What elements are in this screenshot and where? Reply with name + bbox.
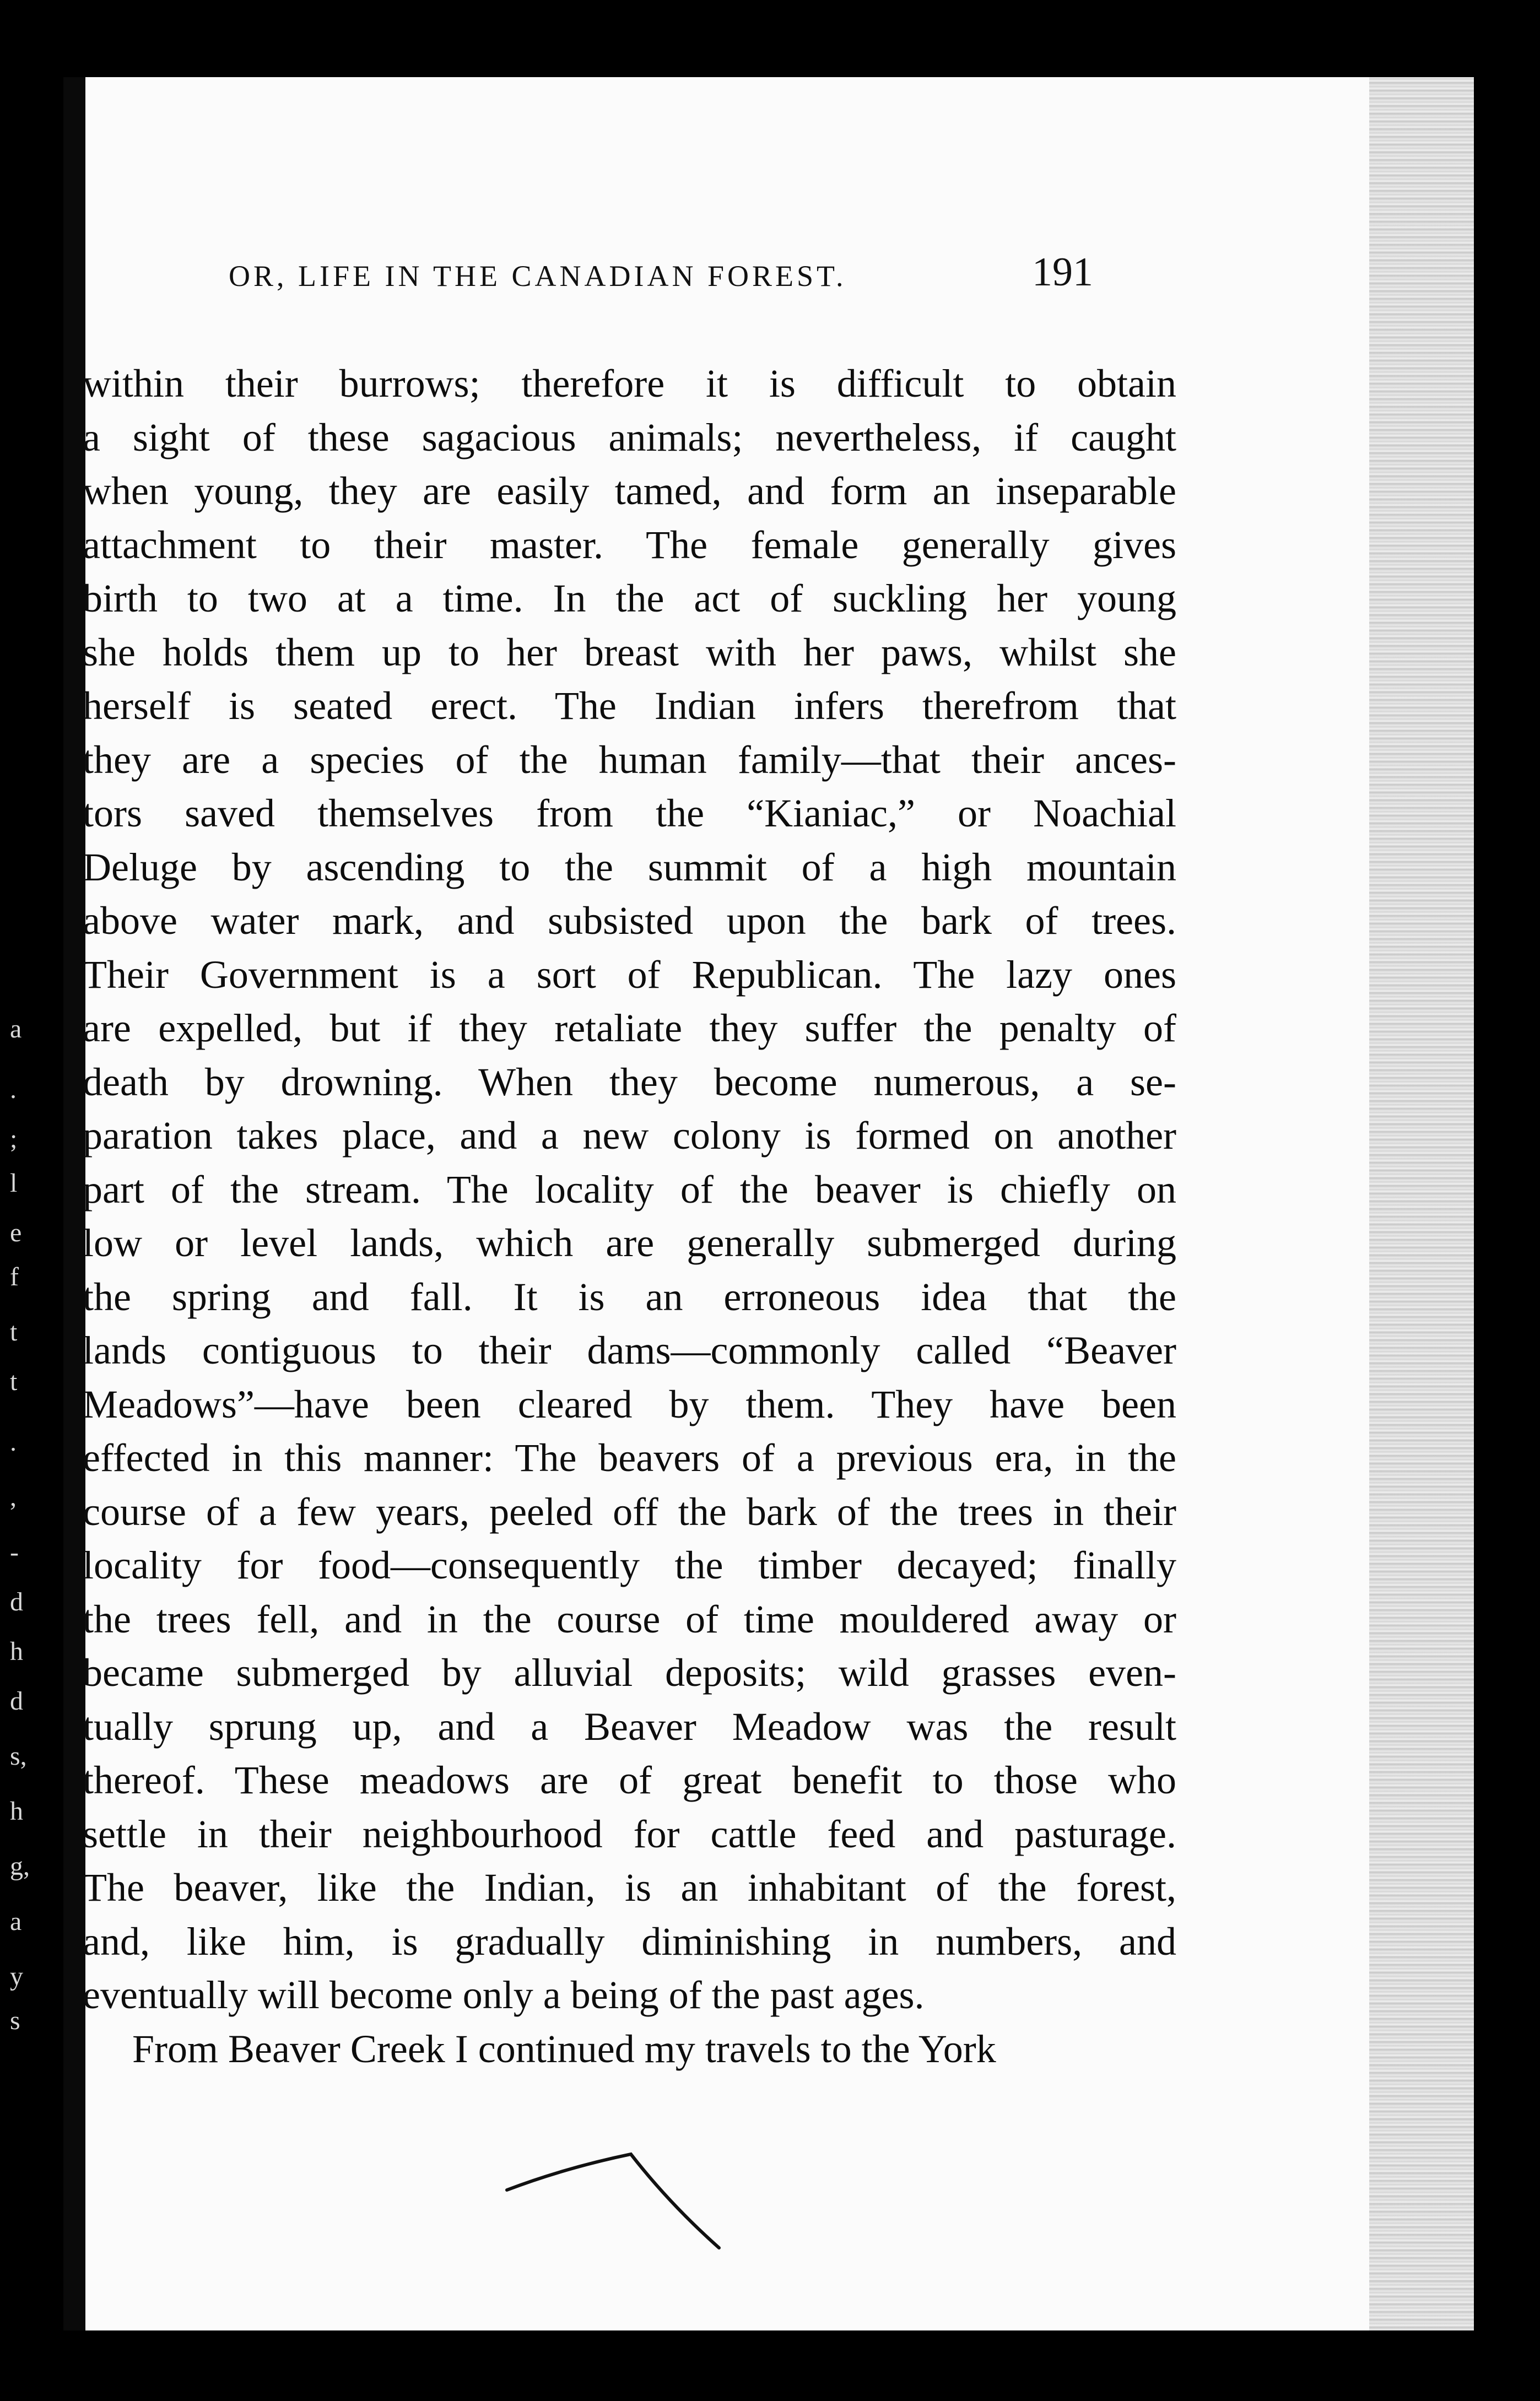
running-head [63, 250, 1165, 309]
margin-fragment: f [10, 1262, 19, 1291]
margin-fragment: e [10, 1218, 22, 1247]
pen-stroke-mark [504, 2138, 736, 2264]
margin-fragment: - [10, 1538, 19, 1567]
text-line: thereof. These meadows are of great benefit to those who [83, 1758, 1176, 1802]
text-line: the trees fell, and in the course of time mouldered away or [83, 1597, 1176, 1641]
paragraph-start-line: From Beaver Creek I continued my travels to the York [132, 2026, 996, 2071]
page-edge-texture [1369, 77, 1474, 2330]
text-line: low or level lands, which are generally submerged during [83, 1221, 1176, 1265]
text-line: tually sprung up, and a Beaver Meadow was the result [83, 1704, 1176, 1749]
text-line: Deluge by ascending to the summit of a high mountain [83, 845, 1176, 889]
margin-fragment: y [10, 1962, 23, 1991]
text-line: Meadows”—have been cleared by them. They have been [83, 1382, 1176, 1426]
text-line: within their burrows; therefore it is difficult to obtain [83, 361, 1176, 405]
running-head-title: OR, LIFE IN THE CANADIAN FOREST. [229, 259, 847, 293]
margin-fragment: a [10, 1014, 22, 1043]
text-line: birth to two at a time. In the act of suckling her young [83, 576, 1176, 620]
margin-fragment: d [10, 1686, 23, 1716]
text-line: above water mark, and subsisted upon the bark of trees. [83, 899, 1176, 943]
text-line: settle in their neighbourhood for cattle feed and pasturage. [83, 1811, 1176, 1856]
text-line: Their Government is a sort of Republican. The lazy ones [83, 952, 1176, 997]
text-line: a sight of these sagacious animals; nevertheless, if caught [83, 415, 1176, 459]
text-line: paration takes place, and a new colony is formed on another [83, 1113, 1176, 1158]
page-gutter-shadow [63, 77, 85, 2330]
text-line: eventually will become only a being of the past ages. [83, 1973, 925, 2017]
text-line: when young, they are easily tamed, and form an inseparable [83, 469, 1176, 513]
text-line: tors saved themselves from the “Kianiac,” or Noachial [83, 791, 1176, 835]
text-line: she holds them up to her breast with her paws, whilst she [83, 630, 1176, 674]
text-line: course of a few years, peeled off the bark of the trees in their [83, 1489, 1176, 1534]
text-line: effected in this manner: The beavers of a previous era, in the [83, 1436, 1176, 1480]
margin-fragment: t [10, 1367, 18, 1396]
book-page [63, 77, 1474, 2330]
margin-fragment: d [10, 1587, 23, 1616]
margin-fragment: s [10, 2006, 20, 2035]
margin-fragment: l [10, 1169, 18, 1198]
margin-fragment: s, [10, 1742, 27, 1771]
margin-fragment: h [10, 1797, 23, 1826]
page-number: 191 [1032, 250, 1093, 295]
text-line: death by drowning. When they become numerous, a se- [83, 1059, 1176, 1104]
text-line: became submerged by alluvial deposits; wild grasses even- [83, 1651, 1176, 1695]
margin-fragment: a [10, 1907, 22, 1936]
margin-fragment: h [10, 1637, 23, 1666]
text-line: herself is seated erect. The Indian infers therefrom that [83, 684, 1176, 728]
facing-page-edge-fragments [0, 0, 62, 2401]
text-line: The beaver, like the Indian, is an inhabitant of the forest, [83, 1865, 1176, 1910]
margin-fragment: t [10, 1317, 18, 1346]
margin-fragment: . [10, 1075, 17, 1104]
margin-fragment: ; [10, 1124, 18, 1154]
text-line: lands contiguous to their dams—commonly called “Beaver [83, 1328, 1176, 1372]
margin-fragment: , [10, 1483, 17, 1512]
text-line: part of the stream. The locality of the beaver is chiefly on [83, 1167, 1176, 1212]
body-text [83, 357, 1176, 2076]
margin-fragment: g, [10, 1852, 30, 1881]
text-line: and, like him, is gradually diminishing in numbers, and [83, 1919, 1176, 1964]
text-line: they are a species of the human family—that their ances- [83, 737, 1176, 782]
margin-fragment: . [10, 1427, 17, 1457]
text-line: the spring and fall. It is an erroneous idea that the [83, 1274, 1176, 1319]
text-line: attachment to their master. The female generally gives [83, 522, 1176, 567]
text-line: locality for food—consequently the timber decayed; finally [83, 1543, 1176, 1587]
text-line: are expelled, but if they retaliate they suffer the penalty of [83, 1006, 1176, 1050]
